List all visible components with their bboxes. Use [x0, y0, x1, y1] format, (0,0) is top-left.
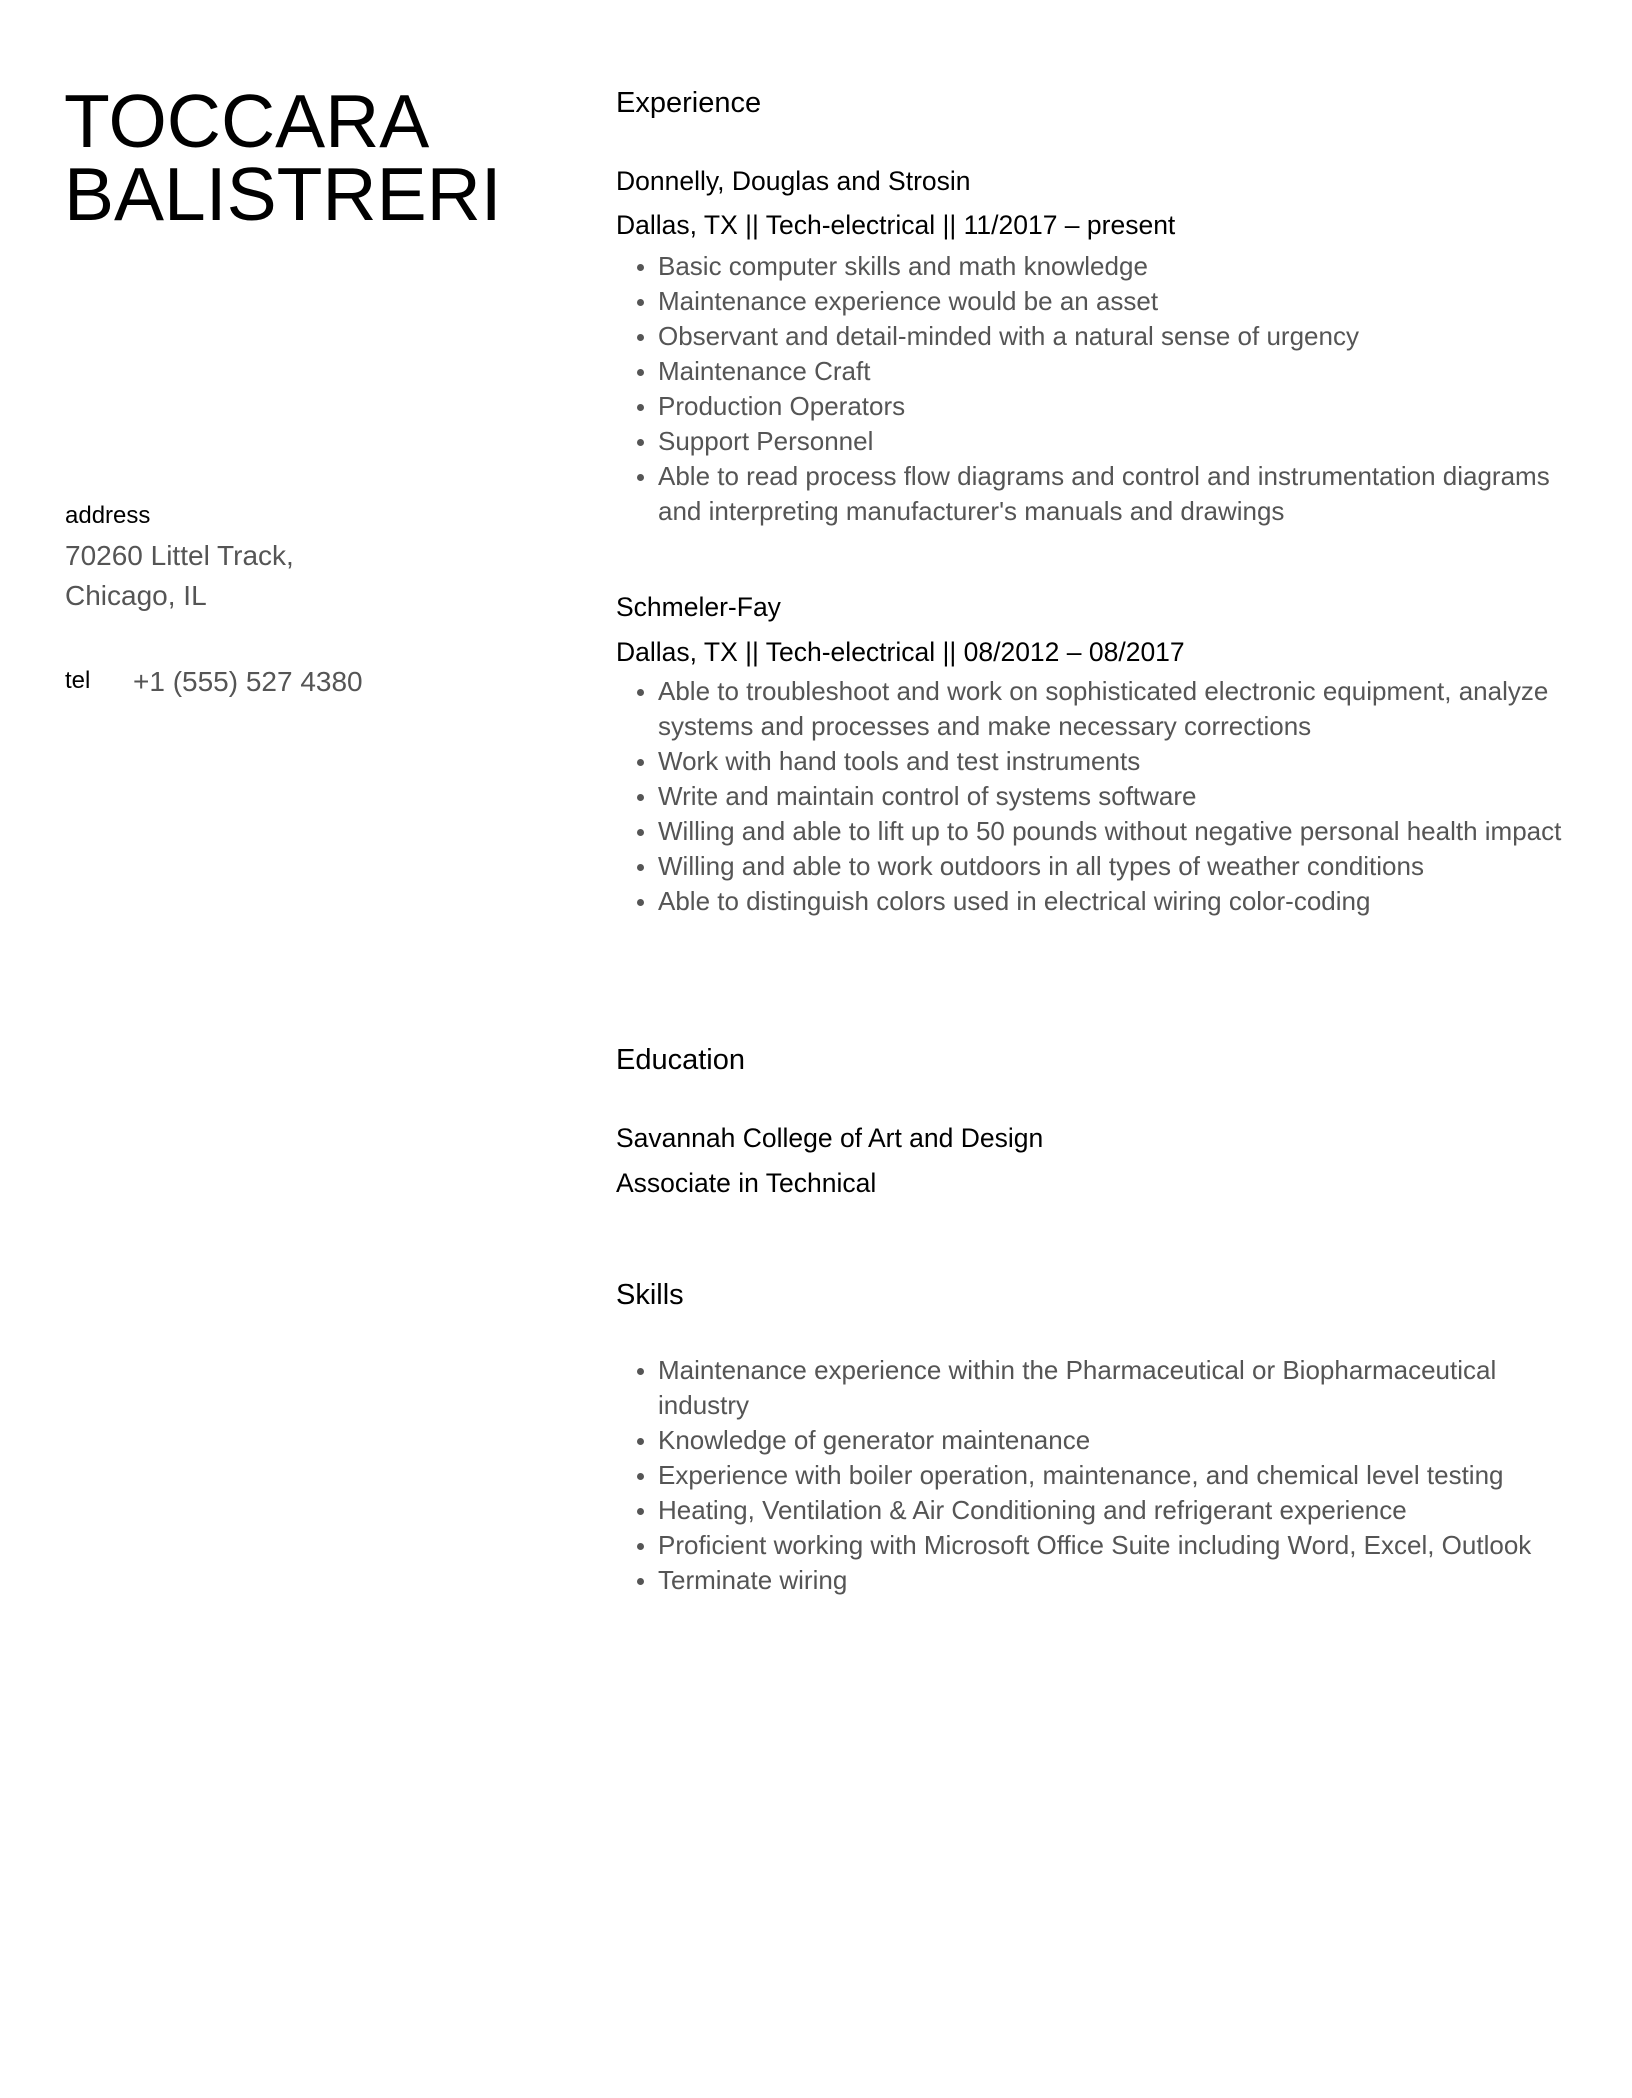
address-label: address — [65, 502, 151, 529]
list-item: Maintenance experience would be an asset — [616, 284, 1563, 319]
telephone-row — [65, 662, 485, 702]
list-item: Write and maintain control of systems software — [616, 779, 1563, 814]
list-item: Maintenance Craft — [616, 354, 1563, 389]
education-degree: Associate in Technical — [616, 1168, 877, 1198]
list-item: Able to distinguish colors used in electrical wiring color-coding — [616, 884, 1563, 919]
job-bullets — [616, 249, 1576, 529]
job-bullets — [616, 674, 1576, 919]
list-item: Willing and able to work outdoors in all types of weather conditions — [616, 849, 1563, 884]
candidate-name — [64, 79, 584, 236]
job-company: Donnelly, Douglas and Strosin — [616, 166, 971, 196]
list-item: Able to troubleshoot and work on sophisticated electronic equipment, analyze systems and processes and make necessary corrections — [616, 674, 1563, 744]
education-entry — [616, 1121, 1576, 1201]
list-item: Terminate wiring — [616, 1563, 1563, 1598]
job-meta: Dallas, TX || Tech-electrical || 08/2012 – 08/2017 — [616, 637, 1185, 667]
list-item: Work with hand tools and test instruments — [616, 744, 1563, 779]
address-line-1: 70260 Littel Track, — [65, 540, 294, 571]
experience-heading: Experience — [616, 87, 762, 119]
job-entry — [616, 164, 1576, 529]
list-item: Proficient working with Microsoft Office Suite including Word, Excel, Outlook — [616, 1528, 1563, 1563]
tel-label: tel — [65, 667, 91, 694]
tel-value: +1 (555) 527 4380 — [133, 666, 363, 697]
address-line-2: Chicago, IL — [65, 580, 207, 611]
skills-entry — [616, 1353, 1576, 1598]
list-item: Maintenance experience within the Pharmaceutical or Biopharmaceutical industry — [616, 1353, 1563, 1423]
list-item: Heating, Ventilation & Air Conditioning and refrigerant experience — [616, 1493, 1563, 1528]
last-name: BALISTRERI — [64, 152, 502, 236]
list-item: Support Personnel — [616, 424, 1563, 459]
job-company: Schmeler-Fay — [616, 592, 781, 622]
address-value — [65, 536, 294, 616]
list-item: Knowledge of generator maintenance — [616, 1423, 1563, 1458]
job-meta: Dallas, TX || Tech-electrical || 11/2017 – present — [616, 210, 1176, 240]
first-name: TOCCARA — [64, 79, 430, 163]
skills-heading: Skills — [616, 1279, 684, 1311]
list-item: Production Operators — [616, 389, 1563, 424]
list-item: Willing and able to lift up to 50 pounds without negative personal health impact — [616, 814, 1563, 849]
education-school: Savannah College of Art and Design — [616, 1123, 1044, 1153]
education-heading: Education — [616, 1044, 745, 1076]
list-item: Observant and detail-minded with a natural sense of urgency — [616, 319, 1563, 354]
list-item: Able to read process flow diagrams and control and instrumentation diagrams and interpreting manufacturer's manuals and drawings — [616, 459, 1563, 529]
job-entry — [616, 590, 1576, 919]
list-item: Basic computer skills and math knowledge — [616, 249, 1563, 284]
skills-list — [616, 1353, 1576, 1598]
list-item: Experience with boiler operation, maintenance, and chemical level testing — [616, 1458, 1563, 1493]
